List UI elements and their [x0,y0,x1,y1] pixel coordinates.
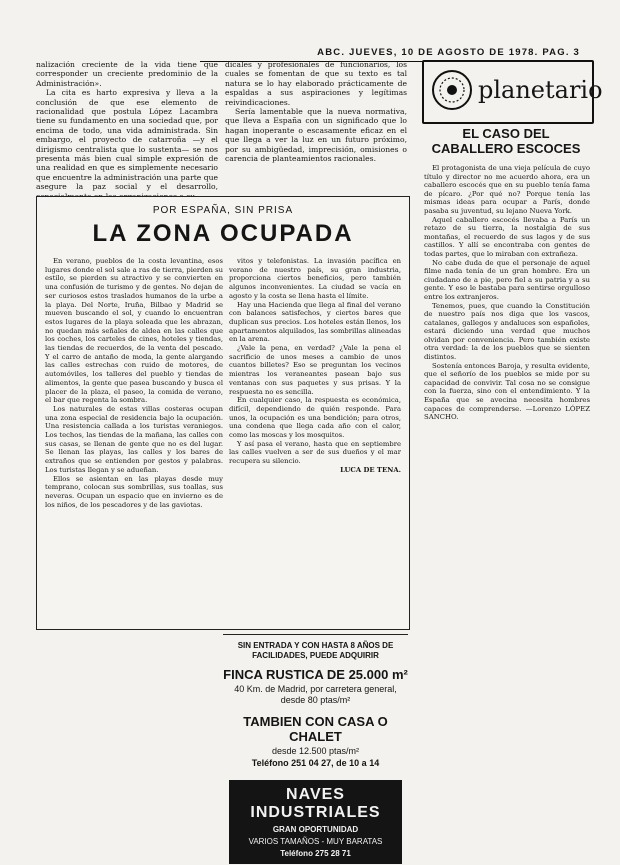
planet-icon [430,68,474,112]
ad-price: desde 12.500 ptas/m² [271,746,360,756]
article-right-column [229,257,401,475]
col2-para: dicales y profesionales de funcionarios, los cuales se fomentan de que su texto es tal natura se lo hay elaborado prácticamente de espaldas a sus aspiraciones y legítimas reivindicaciones. [225,60,407,107]
naves-sizes: VARIOS TAMAÑOS - MUY BARATAS [248,837,383,846]
sidebar-column [424,164,590,422]
column-1 [36,60,218,201]
column-2 [225,60,407,163]
planetario-wordmark: planetario [478,76,603,104]
article-headline: LA ZONA OCUPADA [92,220,354,247]
article-para: Hay una Hacienda que llega al final del verano con balances satisfechos, y ciertos bares que duplican sus precios. Los hoteles están llenos, los apartamentos alquilados, las sombrillas alineadas en la arena. [229,300,401,344]
naves-phone: Teléfono 275 28 71 [280,849,351,858]
article-signature: LUCA DE TENA. [340,465,401,474]
article-para: vitos y telefonistas. La invasión pacífica en verano de nuestro país, su gran industria, proporciona ciertos beneficios, pero también algunos inconvenientes. La ciudad se vacía en agosto y la costa se llena hasta el límite. [229,257,401,300]
article-para: Ellos se asientan en las playas desde muy temprano, colocan sus sombrillas, sus toallas, sus neveras. Ocupan un espacio que en invierno es de los niños, de los pescadores y de las gaviotas. [45,474,223,509]
col1-para: La cita es harto expresiva y lleva a la conclusión de que ese elemento de racionalidad que postula López Lacambra tiene su fundamento en una sociedad que, por encima de todo, una vida administrada. Sin embargo, el proyecto de catarroña —y el dirigismo centralista que lo sustenta— se nos presenta más bien cual simple expresión de una realidad en que es simplemente necesario que encuentre la administración una parte que asegure la paz social y el desarrollo, [36,88,218,192]
ad-intro: SIN ENTRADA Y CON HASTA 8 AÑOS DE FACILIDADES, PUEDE ADQUIRIR [237,641,394,660]
ad-finca: FINCA RUSTICA DE 25.000 m² [223,667,408,682]
naves-subtitle: GRAN OPORTUNIDAD [272,825,359,834]
sidebar-para: Aquel caballero escocés llevaba a París un retazo de su tierra, la nostalgia de sus montañas, el recuerdo de sus lagos y de sus castillos. Y allí se encontraba con gentes de todas partes, que lo miraban con extrañeza. [424,215,590,258]
header-dateline: ABC. JUEVES, 10 DE AGOSTO DE 1978. PAG. 3 [317,47,580,58]
sidebar-para: Tenemos, pues, que cuando la Constitución de nuestro país nos diga que los vascos, catalanes, gallegos y andaluces son españoles, estará diciendo una verdad que muchos olvidan por conveniencia. Pero también existe otra verdad: la de los pueblos que se sienten distintos. [424,301,590,362]
classified-ad [223,634,408,858]
article-left-column [45,257,223,509]
feature-article [36,196,410,630]
article-para: Los naturales de estas villas costeras ocupan una zona especial de residencia bajo la ocupación. Una resistencia callada a los turistas veraniegos. Los techos, las tiendas de la mañana, las calles con sus casas, se llenan de gente que no es del lugar. Se llenan las playas, las calles y los bares de extraños que se entienden por gestos y palabras. Los turistas llegan y se adueñan. [45,404,223,474]
article-kicker: POR ESPAÑA, SIN PRISA [152,205,294,216]
article-para: En cualquier caso, la respuesta es económica, difícil, dependiendo de quién responde. Para unos, la ocupación es una bendición; para otros, una condena que llega cada año con el calor, como las moscas y los mosquitos. [229,396,401,440]
sidebar-title: EL CASO DEL CABALLERO ESCOCES [431,126,581,156]
ad-phone: Teléfono 251 04 27, de 10 a 14 [251,758,380,768]
naves-ad [229,780,402,864]
sidebar-para: No cabe duda de que el personaje de aquel filme nada tenía de un gran hombre. Era un ciudadano de a pie, pero fiel a su patria y a su gente. Y eso le bastaba para sentirse orgulloso entre los extranjeros. [424,258,590,301]
article-para: ¿Vale la pena, en verdad? ¿Vale la pena el sacrificio de unos meses a cambio de unos cuantos billetes? Eso se preguntan los vecinos mientras los veraneantes pasean bajo sus ventanas con sus paquetes y sus prisas. Y la respuesta no es sencilla. [229,344,401,396]
article-para: Y así pasa el verano, hasta que en septiembre las calles vuelven a ser de sus dueños y el mar recupera su silencio. [229,439,401,466]
article-para: En verano, pueblos de la costa levantina, esos lugares donde el sol sale a ras de tierra, pierden su estilo, se pierden su atractivo y se convierten en una confusión de turismo y de gentes. No dejan de ser curiosos estos traslados humanos de la urbe a la playa. Del Norte, Iruña, Bilbao y Madrid se mueven buscando el sol, y cuando lo encuentran estos lugares de la playa soleada que les abrazan, no quedan más señales de aldea en las calles que los coches, los carteles de cines, hoteles y tiendas, las tiendas de recuerdos, de la venta del pescado. Y el carro de antaño de moda, la gente alargando las calles estrechas con ruido de motores, de automóviles, los talleres del pueblo y tiendas de alimentos, la gente que pasea buscando y busca el placer de la plaza, el paseo, la comida de verano, el bar que regenta la sombra. [45,257,223,405]
planetario-logo [422,60,603,124]
col2-para: Sería lamentable que la nueva normativa, que lleva a España con un significado que lo hagan inoperante o escasamente eficaz en el que llega a ver la luz en un futuro próximo, por su ambigüedad, imprecisión, omisiones o carencia de planteamientos racionales. [225,107,407,164]
ad-chalet: TAMBIEN CON CASA O CHALET [243,714,388,744]
sidebar-para: Sostenía entonces Baroja, y resulta evidente, que el señorío de los pueblos se mide por su capacidad de convivir. Tal cosa no se consigue con la fuerza, sino con el entendimiento. Y la España que se avecina necesita hombres capaces de comprenderse. —Lorenzo LÓPEZ SANCHO. [424,361,590,422]
ad-location: 40 Km. de Madrid, por carretera general, desde 80 ptas/m² [234,684,397,705]
naves-title: NAVES INDUSTRIALES [250,786,381,821]
col1-para: nalización creciente de la vida tiene que corresponder un creciente predominio de la Administración». [36,60,218,88]
sidebar-para: El protagonista de una vieja película de cuyo título y director no me acuerdo ahora, era un caballero escocés que en su pueblo tenía fama de pícaro. ¿Por qué no? Porque tenía las mismas ideas para ocupar a París, donde pasaba su juventud, su lejano Nueva York. [424,164,590,215]
